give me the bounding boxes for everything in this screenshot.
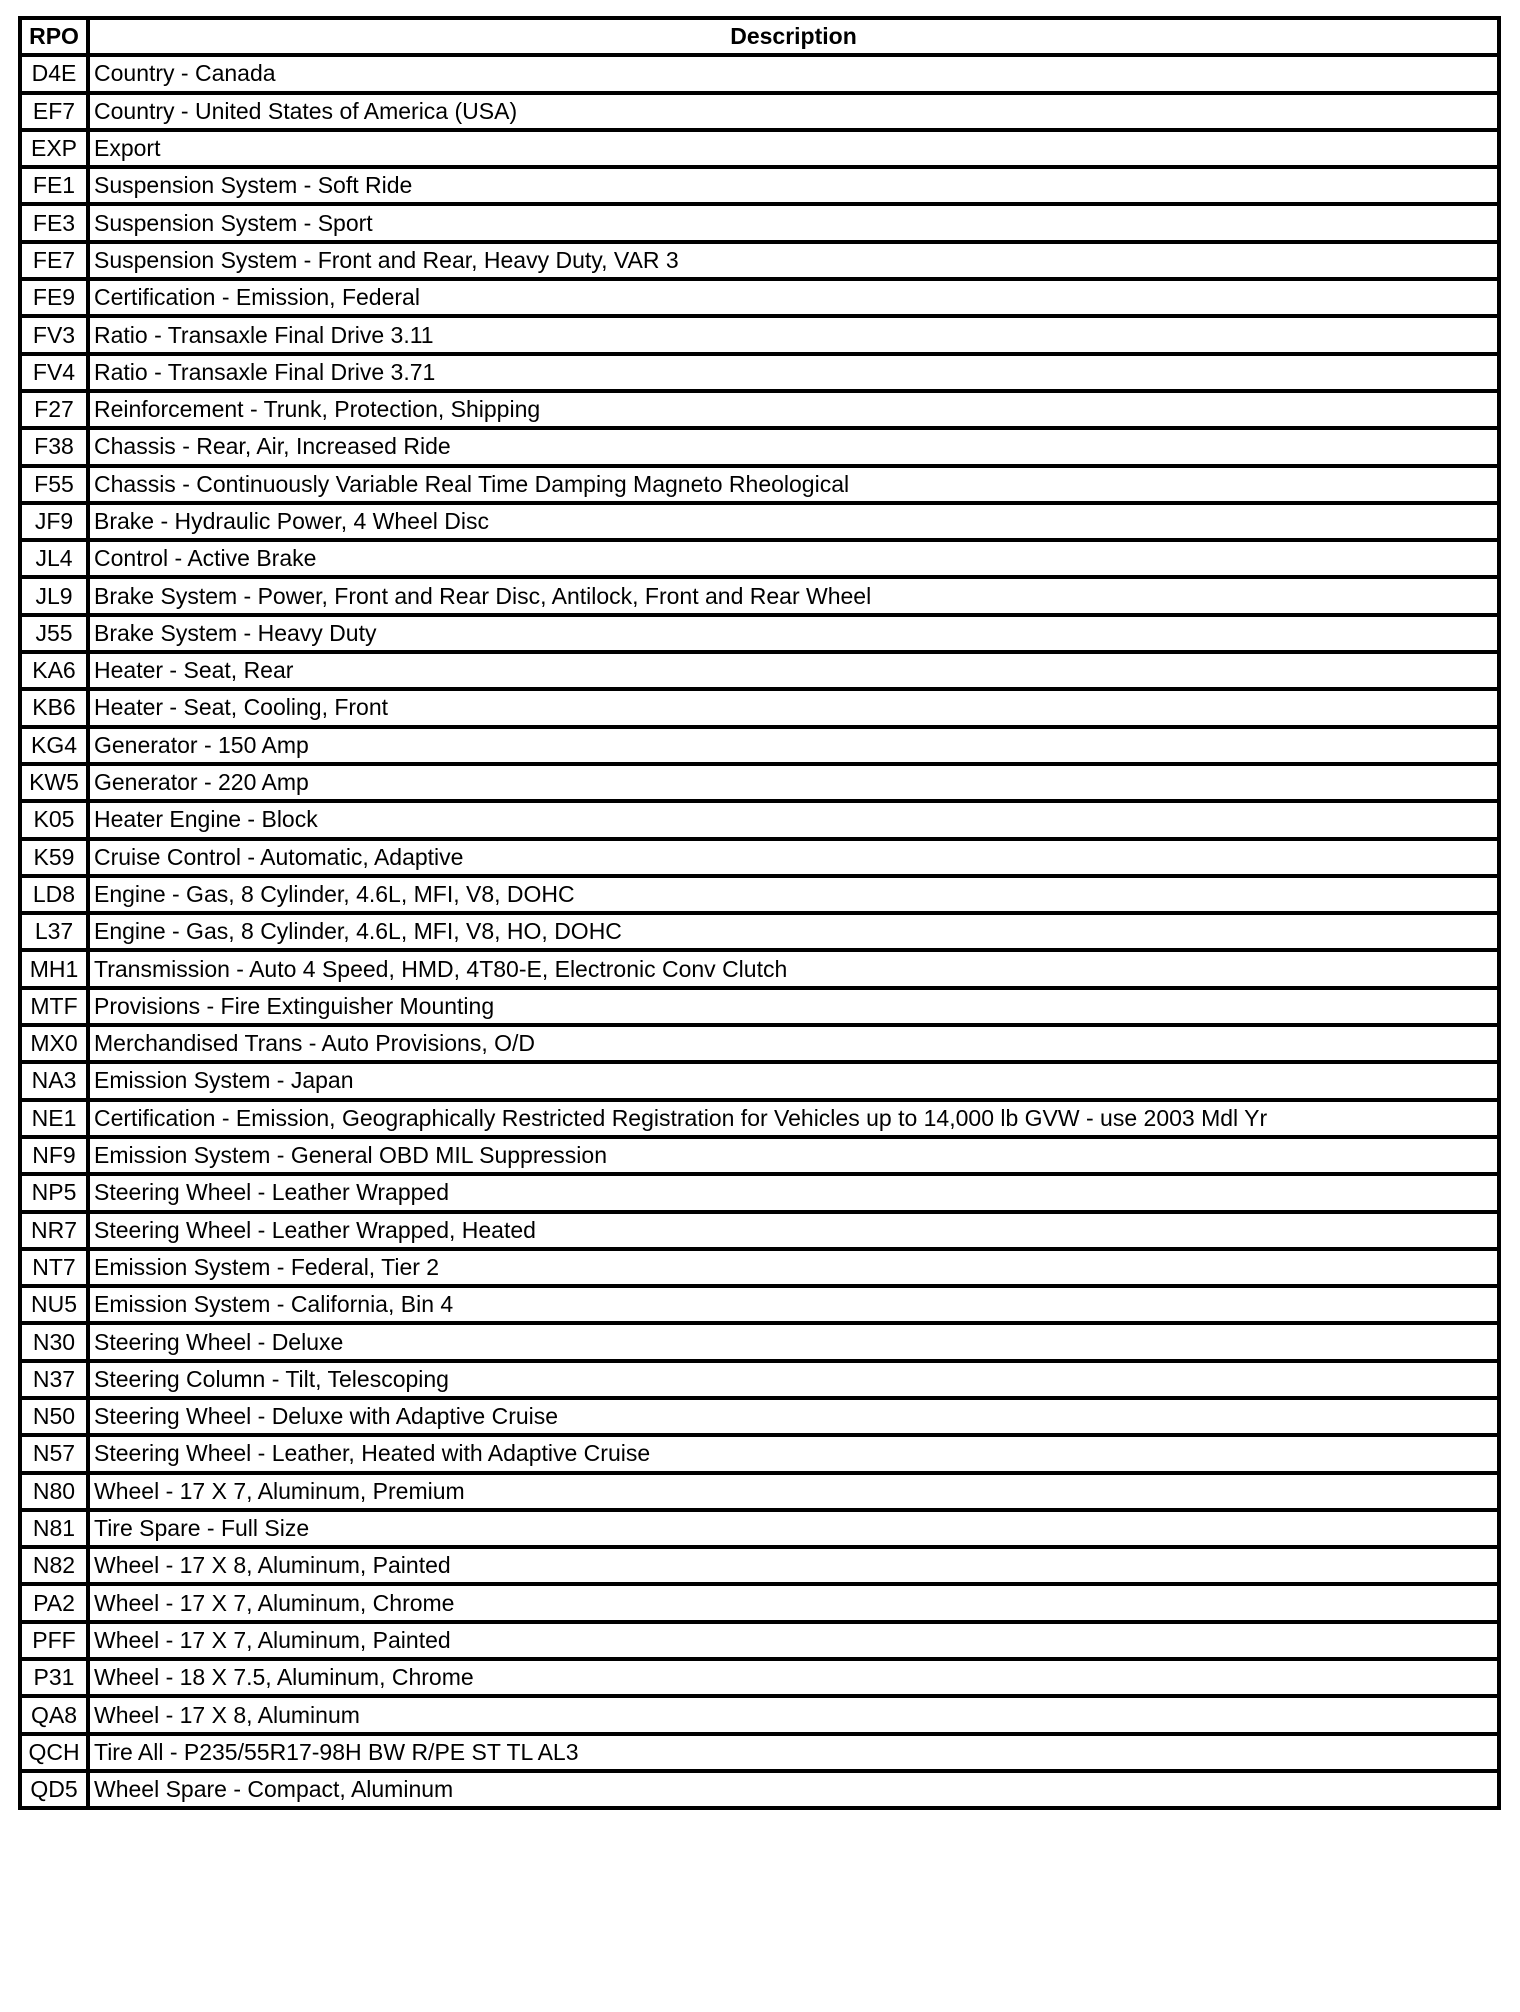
table-row [20, 1659, 1499, 1696]
table-row [20, 1584, 1499, 1621]
rpo-code-cell: N80 [20, 1473, 88, 1510]
rpo-code-cell: MH1 [20, 950, 88, 987]
table-row [20, 242, 1499, 279]
table-row [20, 466, 1499, 503]
rpo-code-cell: F38 [20, 428, 88, 465]
table-row [20, 503, 1499, 540]
rpo-code-cell: QCH [20, 1734, 88, 1771]
rpo-code-cell: N37 [20, 1361, 88, 1398]
table-row [20, 913, 1499, 950]
description-cell: Wheel Spare - Compact, Aluminum [88, 1771, 1499, 1808]
table-row [20, 1734, 1499, 1771]
description-cell: Country - United States of America (USA) [88, 93, 1499, 130]
table-row [20, 279, 1499, 316]
table-row [20, 540, 1499, 577]
description-cell: Steering Wheel - Leather Wrapped, Heated [88, 1212, 1499, 1249]
header-description: Description [88, 18, 1499, 55]
table-row [20, 93, 1499, 130]
header-rpo: RPO [20, 18, 88, 55]
description-cell: Certification - Emission, Federal [88, 279, 1499, 316]
table-row [20, 764, 1499, 801]
description-cell: Generator - 220 Amp [88, 764, 1499, 801]
description-cell: Cruise Control - Automatic, Adaptive [88, 839, 1499, 876]
description-cell: Export [88, 130, 1499, 167]
rpo-code-cell: N82 [20, 1547, 88, 1584]
rpo-code-cell: N30 [20, 1323, 88, 1360]
description-cell: Heater Engine - Block [88, 801, 1499, 838]
table-row [20, 950, 1499, 987]
table-row [20, 727, 1499, 764]
description-cell: Transmission - Auto 4 Speed, HMD, 4T80-E, Electronic Conv Clutch [88, 950, 1499, 987]
table-row [20, 1025, 1499, 1062]
rpo-code-cell: FE7 [20, 242, 88, 279]
table-row [20, 316, 1499, 353]
table-row [20, 1398, 1499, 1435]
description-cell: Steering Wheel - Leather, Heated with Adaptive Cruise [88, 1435, 1499, 1472]
description-cell: Engine - Gas, 8 Cylinder, 4.6L, MFI, V8, DOHC [88, 876, 1499, 913]
rpo-code-cell: F27 [20, 391, 88, 428]
rpo-code-cell: NP5 [20, 1174, 88, 1211]
rpo-code-cell: P31 [20, 1659, 88, 1696]
description-cell: Engine - Gas, 8 Cylinder, 4.6L, MFI, V8, HO, DOHC [88, 913, 1499, 950]
table-row [20, 876, 1499, 913]
table-row [20, 1137, 1499, 1174]
table-row [20, 130, 1499, 167]
description-cell: Ratio - Transaxle Final Drive 3.11 [88, 316, 1499, 353]
rpo-code-cell: QD5 [20, 1771, 88, 1808]
table-row [20, 1323, 1499, 1360]
table-row [20, 1361, 1499, 1398]
rpo-code-cell: KA6 [20, 652, 88, 689]
rpo-code-cell: PFF [20, 1622, 88, 1659]
rpo-code-cell: NR7 [20, 1212, 88, 1249]
table-row [20, 1435, 1499, 1472]
rpo-code-cell: PA2 [20, 1584, 88, 1621]
rpo-code-cell: JL9 [20, 577, 88, 614]
description-cell: Emission System - Federal, Tier 2 [88, 1249, 1499, 1286]
table-row [20, 1622, 1499, 1659]
description-cell: Steering Wheel - Deluxe with Adaptive Cruise [88, 1398, 1499, 1435]
description-cell: Certification - Emission, Geographically Restricted Registration for Vehicles up to 14,000 lb GVW - use 2003 Mdl Yr [88, 1100, 1499, 1137]
description-cell: Suspension System - Front and Rear, Heavy Duty, VAR 3 [88, 242, 1499, 279]
table-header-row [20, 18, 1499, 55]
description-cell: Brake System - Power, Front and Rear Disc, Antilock, Front and Rear Wheel [88, 577, 1499, 614]
description-cell: Merchandised Trans - Auto Provisions, O/D [88, 1025, 1499, 1062]
table-row [20, 167, 1499, 204]
rpo-code-cell: JL4 [20, 540, 88, 577]
table-row [20, 1771, 1499, 1808]
description-cell: Provisions - Fire Extinguisher Mounting [88, 988, 1499, 1025]
table-row [20, 652, 1499, 689]
description-cell: Wheel - 18 X 7.5, Aluminum, Chrome [88, 1659, 1499, 1696]
description-cell: Emission System - General OBD MIL Suppression [88, 1137, 1499, 1174]
table-body [20, 55, 1499, 1808]
rpo-code-cell: N57 [20, 1435, 88, 1472]
rpo-code-cell: KW5 [20, 764, 88, 801]
rpo-code-cell: EXP [20, 130, 88, 167]
table-row [20, 55, 1499, 92]
rpo-code-cell: NT7 [20, 1249, 88, 1286]
description-cell: Reinforcement - Trunk, Protection, Shipping [88, 391, 1499, 428]
table-row [20, 1473, 1499, 1510]
rpo-code-cell: MTF [20, 988, 88, 1025]
description-cell: Wheel - 17 X 7, Aluminum, Chrome [88, 1584, 1499, 1621]
rpo-code-cell: N81 [20, 1510, 88, 1547]
description-cell: Heater - Seat, Rear [88, 652, 1499, 689]
description-cell: Wheel - 17 X 8, Aluminum [88, 1696, 1499, 1733]
rpo-code-cell: KB6 [20, 689, 88, 726]
rpo-code-cell: EF7 [20, 93, 88, 130]
rpo-code-cell: N50 [20, 1398, 88, 1435]
rpo-code-cell: QA8 [20, 1696, 88, 1733]
description-cell: Steering Wheel - Leather Wrapped [88, 1174, 1499, 1211]
table-row [20, 1062, 1499, 1099]
description-cell: Brake - Hydraulic Power, 4 Wheel Disc [88, 503, 1499, 540]
description-cell: Generator - 150 Amp [88, 727, 1499, 764]
description-cell: Control - Active Brake [88, 540, 1499, 577]
table-row [20, 839, 1499, 876]
description-cell: Suspension System - Soft Ride [88, 167, 1499, 204]
description-cell: Wheel - 17 X 7, Aluminum, Premium [88, 1473, 1499, 1510]
table-row [20, 1286, 1499, 1323]
table-row [20, 1696, 1499, 1733]
description-cell: Ratio - Transaxle Final Drive 3.71 [88, 354, 1499, 391]
description-cell: Steering Column - Tilt, Telescoping [88, 1361, 1499, 1398]
description-cell: Suspension System - Sport [88, 204, 1499, 241]
description-cell: Steering Wheel - Deluxe [88, 1323, 1499, 1360]
rpo-table [18, 16, 1501, 1810]
table-row [20, 988, 1499, 1025]
table-row [20, 801, 1499, 838]
rpo-code-cell: FE3 [20, 204, 88, 241]
rpo-code-cell: FV3 [20, 316, 88, 353]
description-cell: Brake System - Heavy Duty [88, 615, 1499, 652]
table-row [20, 1100, 1499, 1137]
rpo-code-cell: J55 [20, 615, 88, 652]
description-cell: Tire Spare - Full Size [88, 1510, 1499, 1547]
table-row [20, 354, 1499, 391]
description-cell: Wheel - 17 X 7, Aluminum, Painted [88, 1622, 1499, 1659]
table-row [20, 204, 1499, 241]
rpo-code-cell: FE9 [20, 279, 88, 316]
table-row [20, 615, 1499, 652]
table-row [20, 1510, 1499, 1547]
description-cell: Tire All - P235/55R17-98H BW R/PE ST TL AL3 [88, 1734, 1499, 1771]
table-row [20, 1249, 1499, 1286]
rpo-code-cell: NF9 [20, 1137, 88, 1174]
rpo-code-cell: FE1 [20, 167, 88, 204]
rpo-code-cell: LD8 [20, 876, 88, 913]
rpo-code-cell: L37 [20, 913, 88, 950]
description-cell: Chassis - Rear, Air, Increased Ride [88, 428, 1499, 465]
rpo-code-cell: MX0 [20, 1025, 88, 1062]
rpo-code-cell: NA3 [20, 1062, 88, 1099]
rpo-code-cell: JF9 [20, 503, 88, 540]
description-cell: Country - Canada [88, 55, 1499, 92]
table-row [20, 1547, 1499, 1584]
table-row [20, 428, 1499, 465]
rpo-code-cell: K59 [20, 839, 88, 876]
description-cell: Emission System - California, Bin 4 [88, 1286, 1499, 1323]
description-cell: Wheel - 17 X 8, Aluminum, Painted [88, 1547, 1499, 1584]
description-cell: Chassis - Continuously Variable Real Time Damping Magneto Rheological [88, 466, 1499, 503]
rpo-code-cell: KG4 [20, 727, 88, 764]
rpo-code-cell: K05 [20, 801, 88, 838]
table-row [20, 1212, 1499, 1249]
table-row [20, 391, 1499, 428]
description-cell: Heater - Seat, Cooling, Front [88, 689, 1499, 726]
rpo-code-cell: NE1 [20, 1100, 88, 1137]
table-row [20, 1174, 1499, 1211]
description-cell: Emission System - Japan [88, 1062, 1499, 1099]
rpo-code-cell: D4E [20, 55, 88, 92]
rpo-code-cell: F55 [20, 466, 88, 503]
rpo-code-cell: NU5 [20, 1286, 88, 1323]
table-row [20, 689, 1499, 726]
table-row [20, 577, 1499, 614]
rpo-code-cell: FV4 [20, 354, 88, 391]
